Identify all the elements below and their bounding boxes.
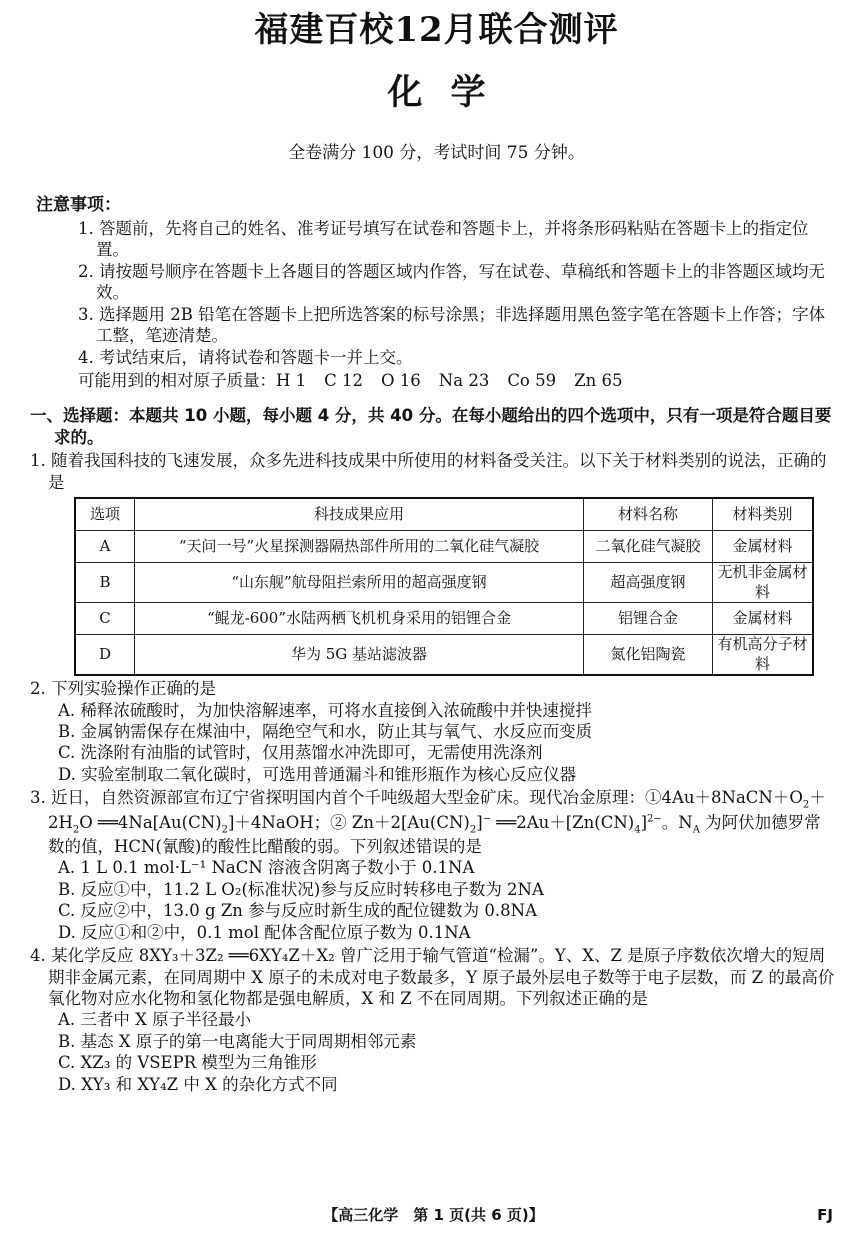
exam-title: 福建百校12月联合测评	[254, 10, 619, 50]
note-item: 1. 答题前，先将自己的姓名、准考证号填写在试卷和答题卡上，并将条形码粘贴在答题卡上的指定位置。	[78, 218, 809, 260]
question-stem: 3. 近日，自然资源部宣布辽宁省探明国内首个千吨级超大型金矿床。现代冶金原理：$①4Au+8NaCN+O_2+2H_2O$ $══4Na[Au(CN)_2]+4NaOH$；② $Zn+2[Au(CN)_2]^-$ $══2Au+[Zn(CN)_4]^{2-}$。$N_A$ 为阿伏加德罗常数的值，HCN(氰酸)的酸性比醋酸的弱。下列叙述错误的是	[30, 788, 826, 856]
table-cell: D	[75, 635, 135, 676]
option: A. 1 L 0.1 mol·L⁻¹ NaCN 溶液含阴离子数小于 0.1NA	[58, 858, 475, 878]
question-3	[30, 787, 837, 943]
table-header: 材料名称	[584, 498, 713, 531]
note-item: 4. 考试结束后，请将试卷和答题卡一并上交。	[78, 347, 413, 367]
table-cell: 有机高分子材料	[713, 635, 814, 676]
stem-part: 为阿伏加德罗常数的值，HCN(氰酸)的酸性比醋酸的弱。下列叙述错误的是	[48, 812, 821, 856]
table-cell: 金属材料	[713, 531, 814, 563]
table-cell: 氮化铝陶瓷	[584, 635, 713, 676]
table-row	[75, 635, 813, 676]
atomic-mass: C 12	[324, 370, 364, 390]
atomic-masses	[36, 370, 837, 391]
table-header: 材料类别	[713, 498, 814, 531]
option: C. XZ₃ 的 VSEPR 模型为三角锥形	[58, 1053, 317, 1073]
atomic-mass: Co 59	[507, 370, 557, 390]
option-list	[36, 1009, 837, 1095]
exam-meta: 全卷满分 100 分，考试时间 75 分钟。	[288, 142, 585, 163]
question-4	[30, 945, 837, 1095]
notes-list	[36, 218, 837, 368]
option: A. 三者中 X 原子半径最小	[58, 1010, 252, 1030]
table-header: 选项	[75, 498, 135, 531]
table-row	[75, 531, 813, 563]
table-cell: B	[75, 563, 135, 603]
page-footer: 【高三化学 第 1 页(共 6 页)】	[323, 1206, 544, 1224]
atomic-mass: H 1	[276, 370, 307, 390]
region-code: FJ	[817, 1206, 833, 1224]
question-stem: 1. 随着我国科技的飞速发展，众多先进科技成果中所使用的材料备受关注。以下关于材料类别的说法，正确的是	[30, 451, 827, 492]
option-list	[36, 700, 837, 786]
option: B. 基态 X 原子的第一电离能大于同周期相邻元素	[58, 1031, 417, 1051]
table-cell: 金属材料	[713, 603, 814, 635]
table-cell: A	[75, 531, 135, 563]
option-list	[36, 857, 837, 943]
option: D. 反应①和②中，0.1 mol 配体含配位原子数为 0.1NA	[58, 922, 471, 942]
question-stem: 4. 某化学反应 8XY₃＋3Z₂ ══6XY₄Z＋X₂ 曾广泛用于输气管道“检漏”。Y、X、Z 是原子序数依次增大的短周期非金属元素，在同周期中 X 原子的未成对电子数最多，Y 原子最外层电子数等于电子层数，而 Z 的最高价氧化物对应水化物和氢化物都是强电解质，X 和 Z 不在同周期。下列叙述正确的是	[30, 946, 835, 1008]
table-cell: C	[75, 603, 135, 635]
stem-part: O ══4Na[Au(CN)	[79, 812, 222, 832]
stem-part: ＋2H	[48, 788, 826, 832]
atomic-mass: Na 23	[438, 370, 490, 390]
option: B. 金属钠需保存在煤油中，隔绝空气和水，防止其与氧气、水反应而变质	[58, 722, 593, 741]
atomic-label: 可能用到的相对原子质量：	[78, 370, 276, 390]
table-cell: 华为 5G 基站滤波器	[135, 635, 584, 676]
stem-part: ]	[476, 812, 483, 832]
table-cell: 超高强度钢	[584, 563, 713, 603]
table-cell: “山东舰”航母阻拦索所用的超高强度钢	[135, 563, 584, 603]
question-1	[30, 450, 837, 676]
option: C. 反应②中，13.0 g Zn 参与反应时新生成的配位键数为 0.8NA	[58, 901, 537, 921]
stem-part: ══2Au＋[Zn(CN)	[491, 812, 635, 832]
atomic-mass: O 16	[381, 370, 421, 390]
table-row	[75, 563, 813, 603]
table-header-row	[75, 498, 813, 531]
table-row	[75, 603, 813, 635]
option: C. 洗涤附有油脂的试管时，仅用蒸馏水冲洗即可，无需使用洗涤剂	[58, 743, 543, 763]
atomic-mass: Zn 65	[574, 370, 623, 390]
stem-part: ]＋4NaOH；② Zn＋2[Au(CN)	[227, 812, 470, 832]
exam-page	[0, 8, 867, 1234]
section-heading: 一、选择题：本题共 10 小题，每小题 4 分，共 40 分。在每小题给出的四个选项中，只有一项是符合题目要求的。	[30, 406, 832, 447]
table-cell: 铝锂合金	[584, 603, 713, 635]
table-cell: “鲲龙-600”水陆两栖飞机机身采用的铝锂合金	[135, 603, 584, 635]
question-stem: 2. 下列实验操作正确的是	[30, 679, 216, 699]
materials-table	[74, 497, 814, 676]
option: A. 稀释浓硫酸时，为加快溶解速率，可将水直接倒入浓硫酸中并快速搅拌	[58, 700, 592, 720]
option: D. 实验室制取二氧化碳时，可选用普通漏斗和锥形瓶作为核心反应仪器	[58, 764, 577, 784]
table-header: 科技成果应用	[135, 498, 584, 531]
stem-part: 3. 近日，自然资源部宣布辽宁省探明国内首个千吨级超大型金矿床。现代冶金原理：①4Au＋8NaCN＋O	[30, 788, 803, 808]
note-item: 3. 选择题用 2B 铅笔在答题卡上把所选答案的标号涂黑；非选择题用黑色签字笔在答题卡上作答；字体工整，笔迹清楚。	[78, 304, 826, 346]
table-cell: 无机非金属材料	[713, 563, 814, 603]
option: B. 反应①中，11.2 L O₂(标准状况)参与反应时转移电子数为 2NA	[58, 879, 544, 899]
table-cell: 二氧化硅气凝胶	[584, 531, 713, 563]
stem-part: 。N	[661, 812, 693, 832]
notes-heading: 注意事项：	[36, 194, 121, 215]
note-item: 2. 请按题号顺序在答题卡上各题目的答题区域内作答，写在试卷、草稿纸和答题卡上的非答题区域均无效。	[78, 261, 825, 303]
subject-title: 化学	[387, 72, 514, 114]
option: D. XY₃ 和 XY₄Z 中 X 的杂化方式不同	[58, 1074, 338, 1094]
stem-part: ]	[640, 812, 648, 832]
question-2	[30, 678, 837, 785]
table-cell: “天问一号”火星探测器隔热部件所用的二氧化硅气凝胶	[135, 531, 584, 563]
